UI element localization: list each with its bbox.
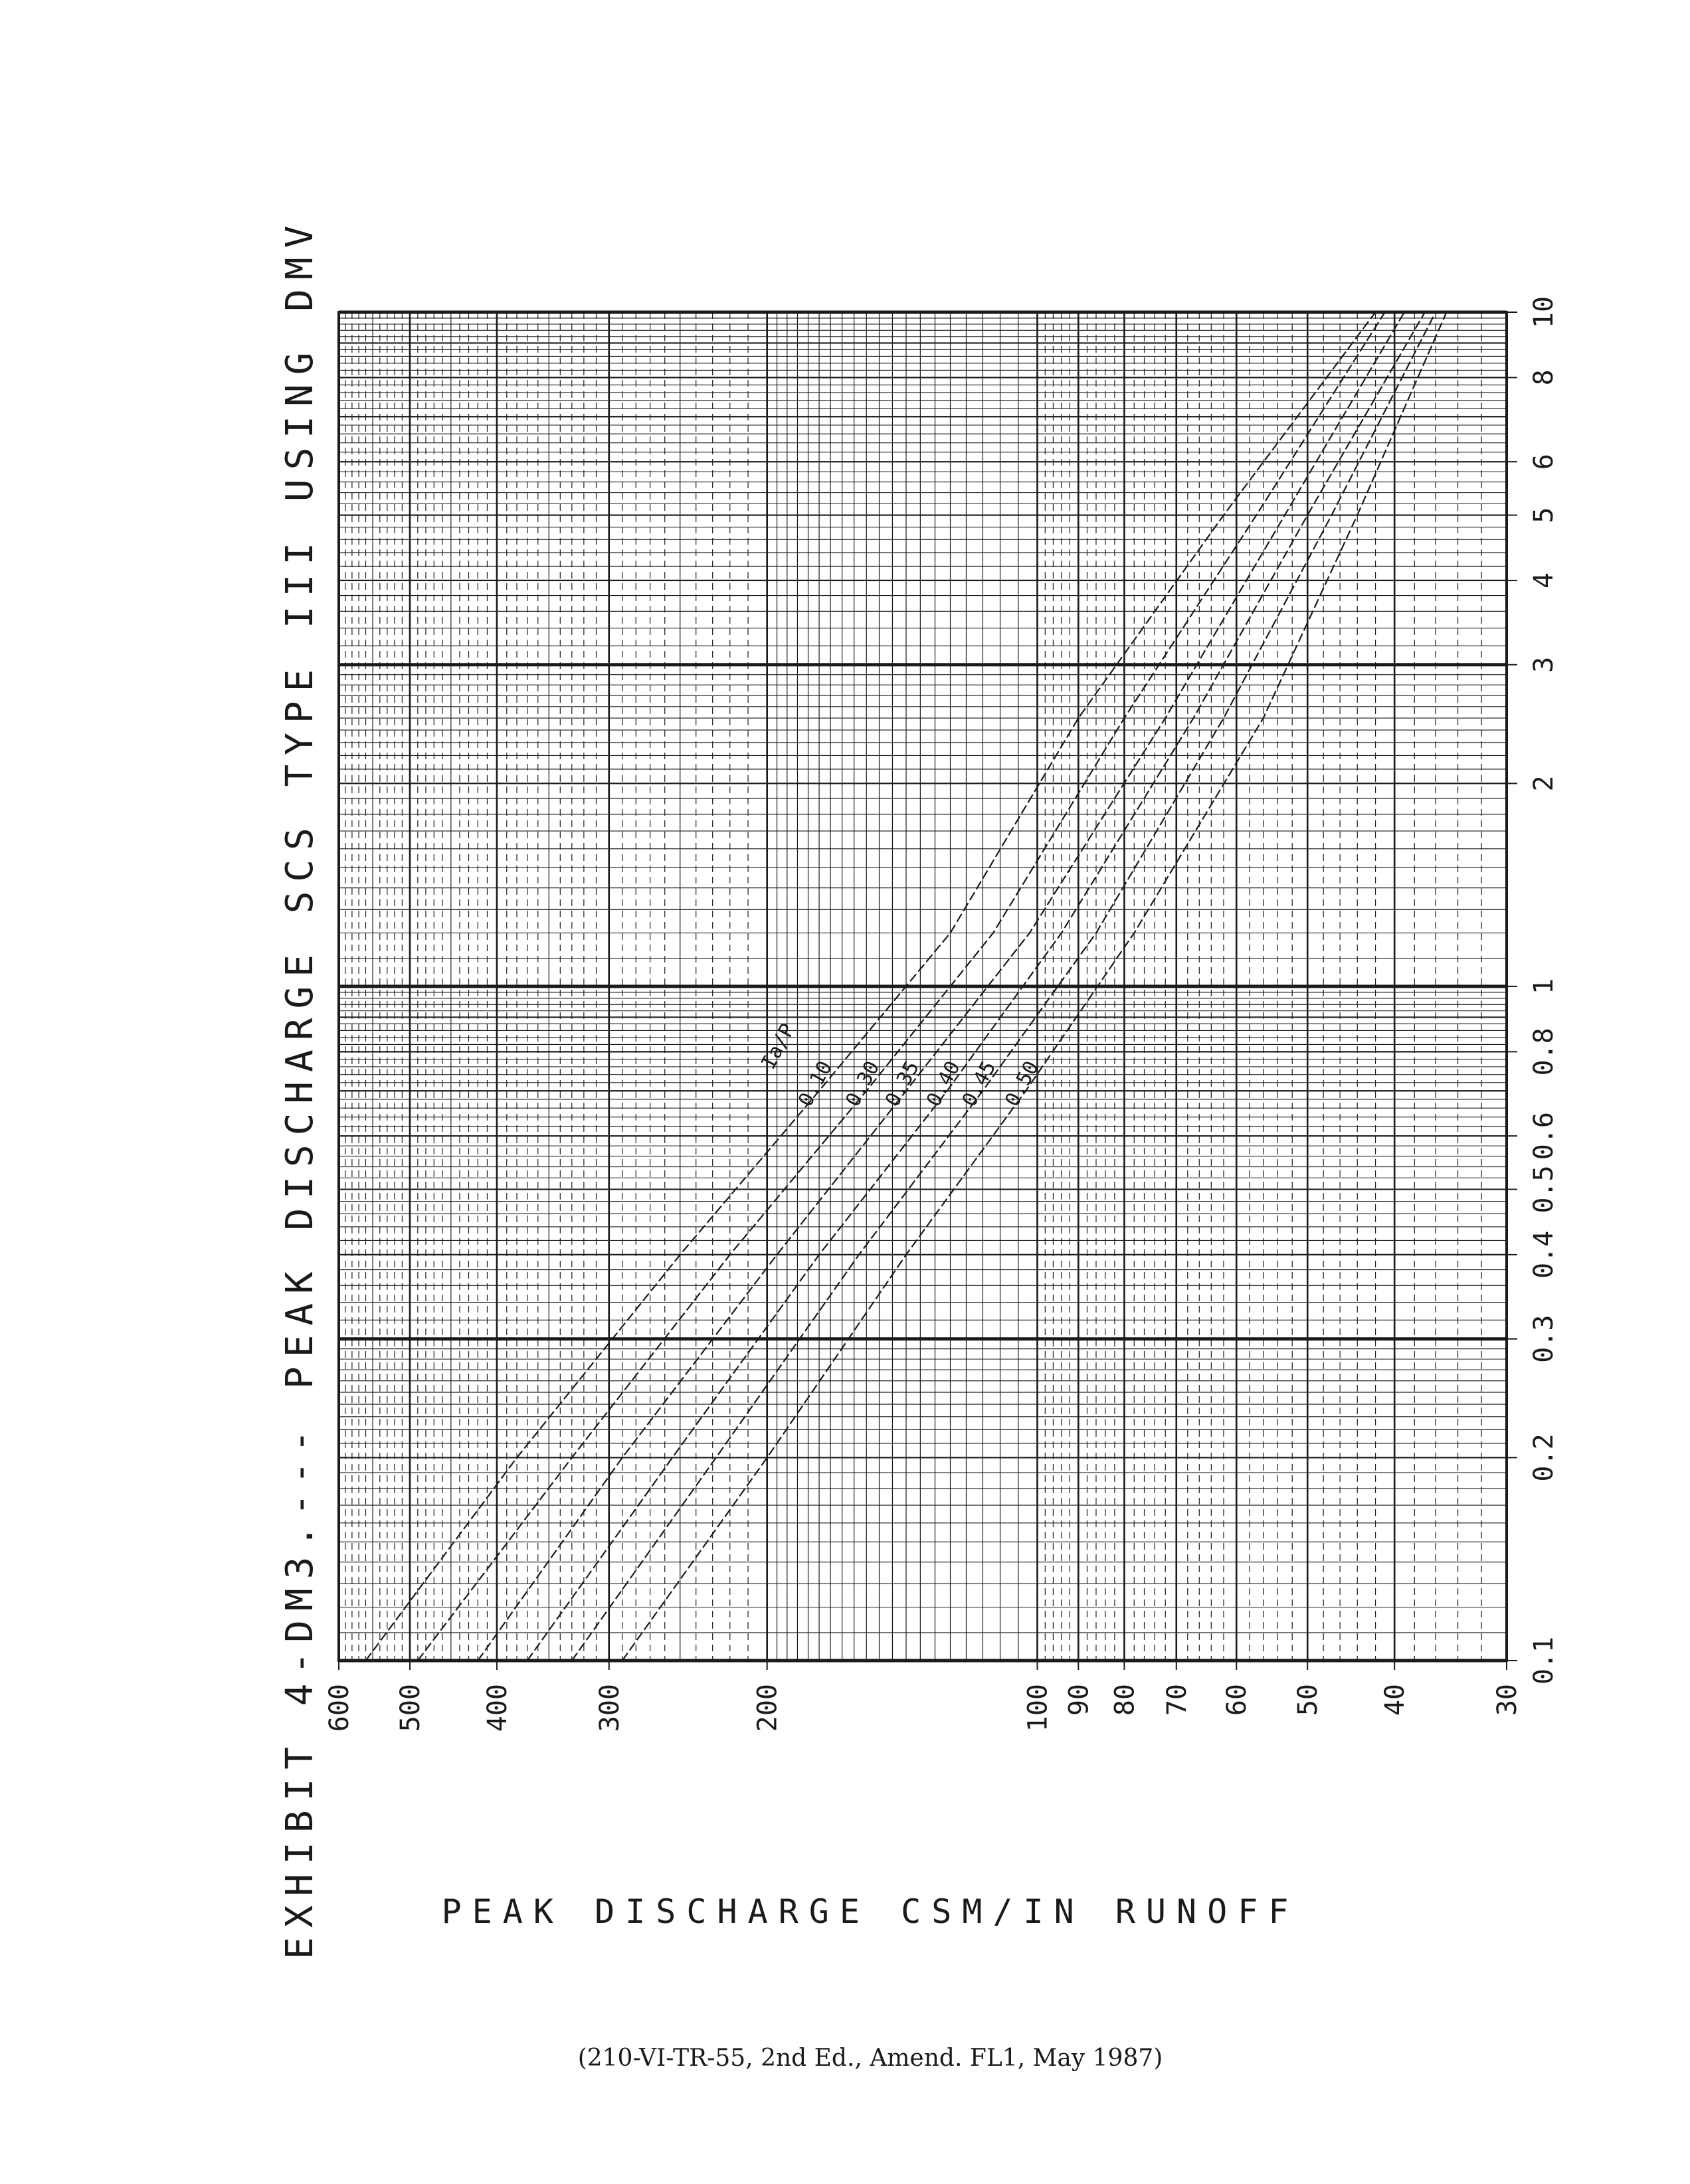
- x-tick-label: 80: [1109, 1684, 1141, 1716]
- series-label: 0.40: [922, 1057, 965, 1111]
- y-tick-label: 8: [1529, 369, 1559, 386]
- y-tick-label: 5: [1529, 507, 1559, 523]
- y-tick-label: 3: [1529, 656, 1559, 673]
- y-tick-label: 0.5: [1529, 1165, 1559, 1214]
- x-tick-label: 100: [1022, 1684, 1054, 1732]
- series-label: 0.50: [1000, 1057, 1044, 1111]
- y-tick-label: 0.6: [1529, 1112, 1559, 1160]
- x-tick-label: 30: [1492, 1684, 1523, 1716]
- series-label: 0.10: [794, 1057, 838, 1111]
- y-tick-label: 0.3: [1529, 1315, 1559, 1363]
- x-tick-label: 300: [594, 1684, 625, 1732]
- series-label: 0.45: [957, 1057, 1001, 1111]
- x-tick-label: 400: [482, 1684, 513, 1732]
- x-tick-label: 90: [1064, 1684, 1095, 1716]
- legend-heading: Ia/P: [757, 1020, 800, 1073]
- y-tick-label: 0.8: [1529, 1028, 1559, 1076]
- x-tick-label: 60: [1222, 1684, 1253, 1716]
- y-tick-label: 6: [1529, 454, 1559, 470]
- x-tick-label: 500: [395, 1684, 426, 1732]
- x-tick-label: 70: [1161, 1684, 1192, 1716]
- x-tick-label: 200: [752, 1684, 783, 1732]
- y-tick-label: 2: [1529, 775, 1559, 792]
- chart-ticks: [324, 296, 1559, 1732]
- y-tick-label: 0.4: [1529, 1230, 1559, 1279]
- x-tick-label: 40: [1380, 1684, 1411, 1716]
- x-axis-label: PEAK DISCHARGE CSM/IN RUNOFF: [441, 1892, 1299, 1931]
- series-label: 0.30: [841, 1057, 885, 1111]
- source-citation: (210-VI-TR-55, 2nd Ed., Amend. FL1, May 1987): [577, 2045, 1163, 2072]
- y-tick-label: 0.2: [1529, 1433, 1559, 1482]
- x-tick-label: 600: [324, 1684, 355, 1732]
- y-tick-label: 10: [1529, 296, 1559, 329]
- series-label: 0.35: [881, 1057, 924, 1111]
- chart-title: EXHIBIT 4-DM3.--- PEAK DISCHARGE SCS TYPE III USING DMV: [278, 216, 322, 1959]
- y-tick-label: 0.1: [1529, 1636, 1559, 1685]
- y-tick-label: 1: [1529, 978, 1559, 995]
- x-tick-label: 50: [1293, 1684, 1324, 1716]
- y-tick-label: 4: [1529, 572, 1559, 589]
